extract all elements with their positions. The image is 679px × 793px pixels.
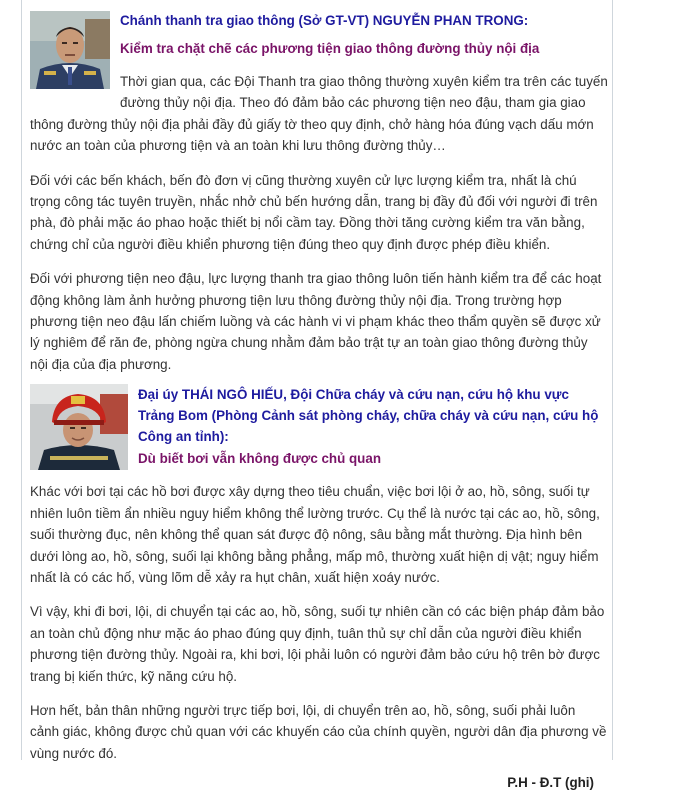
body-paragraph: Hơn hết, bản thân những người trực tiếp bơi, lội, di chuyển trên ao, hồ, sông, suối phải luôn cảnh giác, không được chủ quan với các khuyến cáo của chính quyền, người dân địa phương về vùng nước đó. [30,702,607,761]
body-paragraph: Thời gian qua, các Đội Thanh tra giao thông thường xuyên kiểm tra trên các tuyến đường thủy nội địa. Theo đó đảm bảo các phương tiện neo đậu, tham gia giao thông đường thủy nội địa phải đầy đủ giấy tờ theo quy định, chở hàng hóa đúng vạch dấu mớn nước an toàn của phương tiện và an toàn khi lưu thông đường thủy… [30,74,608,154]
body-paragraph: Đối với phương tiện neo đậu, lực lượng thanh tra giao thông luôn tiến hành kiểm tra để các hoạt động không làm ảnh hưởng phương tiện lưu thông đường thủy nội địa. Trong trường hợp phương tiện neo đậu lấn chiếm luồng và các hành vi vi phạm khác theo thẩm quyền sẽ được xử lý nghiêm để răn đe, phòng ngừa chung nhằm đảm bảo trật tự an toàn giao thông đường thủy nội địa của địa phương. [30,271,602,372]
article-content [30,10,608,793]
body-paragraph: Vì vậy, khi đi bơi, lội, di chuyển tại các ao, hồ, sông, suối tự nhiên cần có các biện pháp đảm bảo an toàn chủ động như mặc áo phao đúng quy định, tuân thủ sự chỉ dẫn của người điều khiển phương tiện đường thủy. Ngoài ra, khi bơi, lội phải luôn có người đảm bảo cứu hộ trên bờ được trang bị kiến thức, kỹ năng cứu hộ. [30,604,605,684]
author-credit: P.H - Đ.T (ghi) [507,775,594,791]
interview-section-traffic-inspector [30,10,608,375]
interview-section-fire-rescue [30,384,608,764]
interview-headline: Dù biết bơi vẫn không được chủ quan [138,451,381,467]
portrait-photo-traffic-inspector [30,11,110,89]
portrait-photo-fire-rescue-officer [30,384,128,470]
interview-headline: Kiểm tra chặt chẽ các phương tiện giao thông đường thủy nội địa [120,41,540,56]
body-paragraph: Khác với bơi tại các hồ bơi được xây dựng theo tiêu chuẩn, việc bơi lội ở ao, hồ, sông, suối tự nhiên luôn tiềm ẩn nhiều nguy hiểm không thể lường trước. Cụ thể là nước tại các ao, hồ, sông, suối thường đục, nên không thể quan sát được độ nông, sâu bằng mắt thường. Địa hình bên dưới lòng ao, hồ, sông, suối lại không bằng phẳng, mấp mô, thường xuất hiện dị vật; nguy hiểm nhất là có các hố, vùng lõm dễ xảy ra hụt chân, xuất hiện xoáy nước. [30,484,600,585]
speaker-name: Đại úy THÁI NGÔ HIẾU, Đội Chữa cháy và cứu nạn, cứu hộ khu vực Trảng Bom (Phòng Cảnh sát phòng cháy, chữa cháy và cứu nạn, cứu hộ Công an tỉnh): [138,387,599,445]
body-paragraph: Đối với các bến khách, bến đò đơn vị cũng thường xuyên cử lực lượng kiểm tra, nhất là chú trọng công tác tuyên truyền, nhắc nhở chủ bến hướng dẫn, trang bị đầy đủ đối với người đi trên phà, đò phải mặc áo phao hoặc thiết bị nổi cầm tay. Đồng thời tăng cường kiểm tra văn bằng, chứng chỉ của người điều khiển phương tiện đúng theo quy định được phép điều khiển. [30,172,598,252]
speaker-name: Chánh thanh tra giao thông (Sở GT-VT) NGUYỄN PHAN TRONG: [120,13,529,28]
